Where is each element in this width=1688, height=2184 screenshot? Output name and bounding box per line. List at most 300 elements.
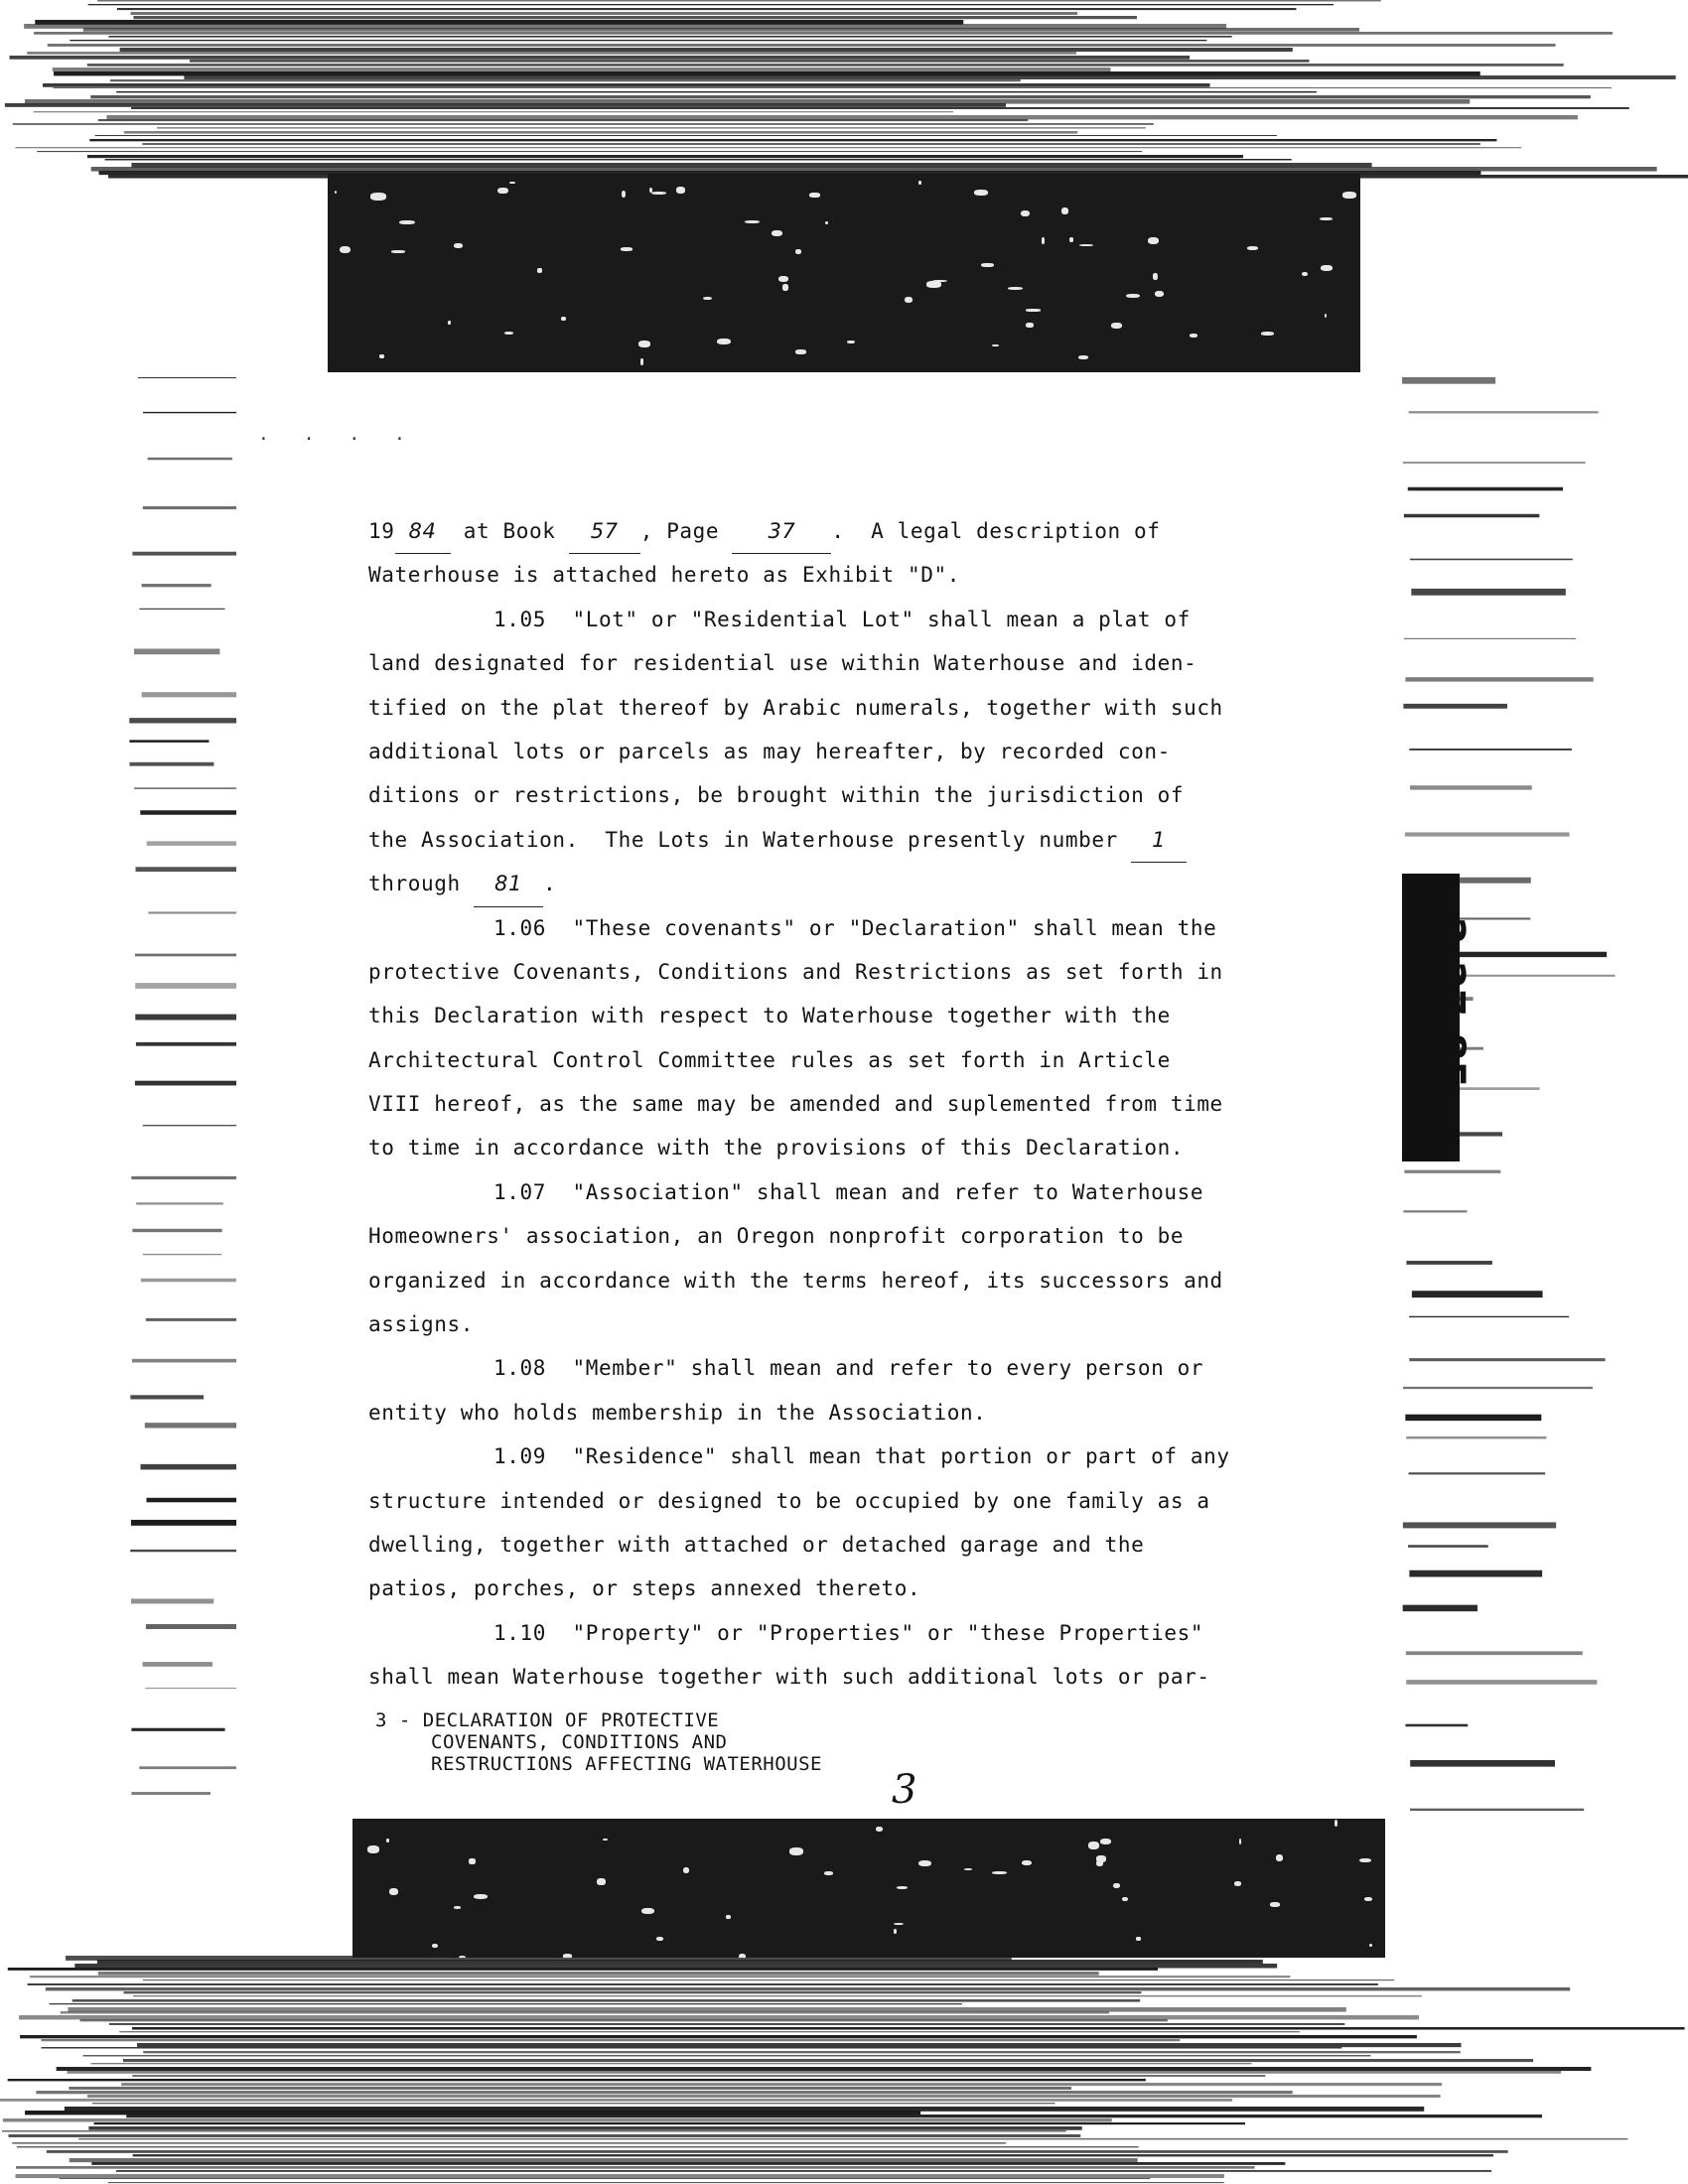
noise-fleck (1042, 237, 1045, 244)
text-line (368, 1655, 1242, 1699)
streak (68, 2007, 1345, 2012)
noise-fleck (1122, 1897, 1128, 1901)
streak (28, 1983, 1378, 1985)
streak (91, 2162, 1285, 2165)
streak (70, 40, 1206, 41)
streak (1412, 1291, 1543, 1297)
noise-fleck (683, 1867, 689, 1873)
streak (1405, 1415, 1541, 1421)
streak (1404, 514, 1539, 517)
streak (19, 2015, 1419, 2019)
streak (1410, 559, 1573, 561)
noise-fleck (1247, 246, 1258, 250)
streak (88, 4, 1334, 5)
text-line (368, 598, 1242, 641)
text-line (368, 862, 1242, 905)
streak (83, 28, 1359, 32)
footer-line-1: 3 - DECLARATION OF PROTECTIVE (375, 1709, 720, 1731)
text-run: 1.06 "These covenants" or "Declaration" shall mean the (493, 915, 1217, 940)
streak (89, 139, 1496, 141)
noise-fleck (597, 1878, 605, 1885)
streak (53, 87, 1612, 88)
text-run: 1.05 "Lot" or "Residential Lot" shall mean a plat of (493, 607, 1191, 631)
noise-fleck (676, 187, 684, 194)
noise-fleck (469, 1858, 475, 1864)
text-run: . (542, 872, 557, 896)
streak (134, 787, 245, 788)
streak (129, 740, 209, 742)
page-footer (375, 1709, 822, 1775)
streak (132, 1229, 221, 1232)
text-line (368, 1259, 1242, 1302)
streak (116, 2170, 1491, 2172)
streak (41, 2039, 1180, 2041)
noise-fleck (726, 1915, 731, 1919)
noise-fleck (809, 193, 819, 198)
filled-blank: 57 (569, 509, 640, 554)
noise-fleck (1270, 1902, 1280, 1907)
streak (17, 2146, 1139, 2147)
noise-fleck (1026, 309, 1041, 311)
streak (126, 2115, 1542, 2117)
streak (27, 52, 1076, 55)
noise-fleck (778, 276, 788, 282)
streak (133, 1995, 1422, 1996)
noise-fleck (1320, 217, 1332, 220)
text-run: shall mean Waterhouse together with such additional lots or par- (368, 1665, 1210, 1690)
noise-fleck (1276, 1854, 1284, 1861)
noise-fleck (1342, 192, 1356, 199)
noise-fleck (459, 1956, 467, 1958)
noise-fleck (974, 190, 988, 196)
noise-fleck (1078, 355, 1088, 359)
text-line (368, 1434, 1242, 1478)
text-run: patios, porches, or steps annexed thereto. (368, 1576, 921, 1601)
streak (120, 48, 1293, 52)
streak (133, 2154, 1493, 2156)
noise-fleck (367, 1845, 379, 1853)
streak (87, 64, 1564, 67)
streak (133, 16, 1137, 19)
noise-fleck (474, 1894, 489, 1899)
noise-fleck (509, 182, 514, 185)
streak (1404, 1170, 1500, 1173)
noise-fleck (640, 358, 643, 365)
streak (1405, 677, 1593, 681)
streak (54, 71, 1480, 75)
text-line (368, 1346, 1242, 1390)
noise-fleck (1359, 1858, 1371, 1863)
streak (46, 1987, 1570, 1990)
noise-fleck (1325, 314, 1327, 318)
streak (60, 2178, 1151, 2179)
noise-fleck (561, 317, 566, 321)
noise-fleck (905, 297, 913, 303)
streak (69, 2087, 1071, 2090)
noise-fleck (651, 192, 666, 195)
streak (72, 1999, 1140, 2002)
text-run: protective Covenants, Conditions and Restrictions as set forth in (368, 959, 1223, 984)
streak (5, 103, 1006, 107)
noise-fleck (497, 188, 507, 195)
noise-fleck (1100, 1839, 1111, 1844)
text-line (368, 1038, 1242, 1082)
noise-fleck (1022, 1860, 1032, 1866)
text-run: 1.07 "Association" shall mean and refer to Waterhouse (493, 1179, 1204, 1204)
noise-fleck (1369, 1944, 1372, 1947)
noise-fleck (1190, 334, 1197, 338)
streak (1410, 785, 1532, 789)
streak (97, 1960, 1263, 1964)
noise-fleck (1302, 272, 1308, 277)
text-line (368, 1567, 1242, 1610)
text-line (368, 773, 1242, 817)
streak (16, 2166, 1254, 2169)
text-run: ditions or restrictions, be brought within the jurisdiction of (368, 783, 1185, 808)
streak (130, 1395, 204, 1399)
noise-fleck (563, 1954, 572, 1958)
noise-fleck (847, 341, 855, 343)
streak (123, 2059, 1533, 2062)
noise-fleck (918, 181, 921, 185)
text-run: Homeowners' association, an Oregon nonprofit corporation to be (368, 1224, 1185, 1249)
streak (139, 609, 224, 610)
streak (97, 0, 1381, 1)
noise-fleck (703, 297, 713, 301)
streak (190, 60, 1309, 63)
streak (9, 2134, 1081, 2137)
streak (1409, 1358, 1605, 1361)
streak (36, 2091, 1292, 2094)
noise-fleck (537, 268, 542, 272)
streak (1403, 1387, 1593, 1389)
noise-fleck (795, 349, 806, 353)
noise-fleck (789, 1847, 803, 1855)
text-line (368, 641, 1242, 685)
streak (25, 2111, 920, 2115)
noise-fleck (1364, 1897, 1372, 1901)
text-run: 1.08 "Member" shall mean and refer to every person or (493, 1356, 1204, 1381)
noise-fleck (926, 281, 941, 287)
streak (12, 2142, 1006, 2144)
streak (132, 2075, 1265, 2077)
noise-fleck (1261, 332, 1273, 336)
streak (1403, 704, 1507, 709)
streak (91, 2063, 1252, 2064)
streak (1403, 1605, 1477, 1612)
footer-line-2: COVENANTS, CONDITIONS AND (431, 1731, 728, 1753)
noise-fleck (1126, 294, 1140, 298)
text-run: Architectural Control Committee rules as set forth in Article (368, 1047, 1171, 1072)
text-line (368, 1611, 1242, 1655)
streak (2, 2130, 1066, 2131)
streak (132, 2027, 1685, 2030)
streak (1406, 1261, 1492, 1265)
text-run: this Declaration with respect to Waterhouse together with the (368, 1004, 1171, 1028)
streak (1406, 1651, 1583, 1655)
streak (3, 2118, 1112, 2121)
streak (67, 2071, 1561, 2074)
handwritten-page-number: 3 (892, 1767, 917, 1813)
text-run: organized in accordance with the terms hereof, its successors and (368, 1268, 1223, 1293)
streak (105, 159, 1292, 160)
text-run: . A legal description of (831, 519, 1161, 543)
noise-fleck (918, 1860, 931, 1867)
noise-fleck (454, 1906, 461, 1909)
document-page (236, 372, 1396, 1813)
streak (43, 83, 1209, 87)
streak (1403, 462, 1586, 463)
streak (88, 2126, 1081, 2130)
noise-fleck (1239, 1839, 1241, 1845)
noise-fleck (340, 246, 351, 254)
noise-fleck (1148, 237, 1159, 244)
text-run: at Book (450, 519, 569, 543)
streak (131, 1176, 242, 1179)
noise-fleck (335, 191, 338, 194)
noise-fleck (386, 1839, 390, 1842)
noise-fleck (1061, 207, 1068, 214)
streak (134, 648, 219, 654)
declaration-body-text (368, 509, 1242, 1700)
streak (53, 68, 1111, 71)
streak (1405, 1724, 1468, 1727)
text-run: 1.10 "Property" or "Properties" or "these Properties" (493, 1620, 1204, 1645)
text-line (368, 1479, 1242, 1523)
noise-fleck (1155, 291, 1164, 297)
streak (1408, 487, 1563, 491)
text-run: VIII hereof, as the same may be amended and suplemented from time (368, 1092, 1223, 1117)
streak (80, 2019, 1168, 2021)
text-line (368, 906, 1242, 950)
streak (143, 1662, 212, 1667)
streak (13, 123, 1154, 125)
noise-fleck (432, 1944, 438, 1949)
noise-fleck (1136, 1937, 1140, 1941)
noise-fleck (389, 1888, 398, 1895)
streak (109, 2023, 1344, 2025)
text-run: additional lots or parcels as may hereafter, by recorded con- (368, 739, 1171, 763)
noise-fleck (448, 321, 451, 325)
text-run: through (368, 872, 474, 896)
streak (61, 2011, 1109, 2014)
streak (1409, 411, 1599, 413)
streak (92, 2103, 1055, 2104)
noise-fleck (641, 1908, 654, 1914)
streak (87, 2095, 1441, 2098)
streak (98, 119, 1028, 121)
noise-fleck (1026, 323, 1034, 327)
streak (110, 79, 1021, 81)
streak (143, 1979, 1394, 1980)
streak (141, 1279, 236, 1283)
streak (119, 2031, 1299, 2032)
noise-fleck (504, 332, 513, 335)
noise-fleck (1079, 244, 1093, 246)
streak (1409, 1570, 1542, 1577)
streak (1410, 1760, 1555, 1767)
bottom-scan-noise-block (352, 1819, 1385, 1958)
streak (1409, 749, 1572, 751)
streak (142, 692, 245, 697)
noise-fleck (1234, 1881, 1241, 1886)
streak (116, 91, 1317, 92)
streak (137, 2043, 1461, 2047)
noise-fleck (897, 1886, 909, 1889)
streak (106, 115, 1578, 119)
text-run: entity who holds membership in the Association. (368, 1400, 987, 1425)
streak (117, 8, 1297, 10)
streak (10, 56, 1191, 60)
noise-fleck (1113, 1883, 1120, 1888)
streak (142, 143, 1479, 145)
text-run: structure intended or designed to be occupied by one family as a (368, 1488, 1210, 1513)
streak (1408, 1545, 1488, 1548)
streak (1405, 832, 1570, 836)
text-run: to time in accordance with the provisions of this Declaration. (368, 1136, 1185, 1160)
streak (37, 151, 1142, 152)
streak (124, 1991, 1142, 1993)
streak (91, 167, 1657, 172)
noise-fleck (622, 191, 626, 198)
streak (20, 2035, 1417, 2038)
top-scan-noise-block (328, 174, 1360, 372)
noise-fleck (876, 1827, 883, 1832)
streak (94, 2122, 1245, 2124)
streak (25, 99, 1470, 104)
streak (82, 2055, 1370, 2056)
text-line (368, 1302, 1242, 1346)
text-line (368, 730, 1242, 773)
text-line (368, 1391, 1242, 1434)
text-line (368, 1082, 1242, 1126)
footer-line-3: RESTRUCTIONS AFFECTING WATERHOUSE (431, 1753, 822, 1775)
noise-fleck (992, 344, 998, 347)
streak (143, 2051, 1460, 2053)
noise-fleck (782, 284, 788, 291)
noise-fleck (638, 341, 651, 347)
text-run: the Association. The Lots in Waterhouse presently number (368, 827, 1132, 852)
noise-fleck (1021, 210, 1030, 217)
noise-fleck (717, 339, 731, 344)
text-run: 1.09 "Residence" shall mean that portion or part of any (493, 1444, 1230, 1469)
noise-fleck (795, 249, 801, 254)
streak (41, 2047, 1341, 2049)
streak (8, 2079, 1146, 2081)
streak (30, 1976, 1290, 1978)
noise-fleck (1008, 287, 1023, 290)
noise-fleck (964, 1868, 972, 1870)
streak (1409, 1316, 1569, 1317)
side-stamp-date: 2-27-85 (1427, 916, 1473, 1089)
text-line (368, 686, 1242, 730)
text-line (368, 818, 1242, 862)
streak (1406, 1680, 1597, 1685)
noise-fleck (981, 263, 993, 267)
streak (136, 867, 251, 872)
streak (108, 2182, 1224, 2183)
noise-fleck (1335, 1820, 1337, 1827)
text-line (368, 509, 1242, 553)
streak (1411, 589, 1566, 596)
streak (131, 1792, 211, 1795)
text-line (368, 950, 1242, 994)
noise-fleck (1153, 273, 1158, 279)
filled-blank: 37 (732, 509, 831, 554)
noise-fleck (1088, 1842, 1099, 1849)
text-line (368, 1214, 1242, 1258)
text-run: 19 (368, 519, 395, 543)
streak (57, 2067, 1592, 2071)
streak (47, 2150, 1508, 2153)
text-line (368, 1170, 1242, 1214)
filled-blank: 1 (1131, 818, 1187, 863)
streak (131, 107, 1629, 109)
scan-marks: . . . . (258, 424, 417, 445)
streak (0, 2099, 1232, 2102)
noise-fleck (454, 243, 463, 248)
noise-fleck (603, 1839, 608, 1841)
streak (1410, 1809, 1584, 1811)
streak (90, 95, 1591, 98)
noise-fleck (370, 193, 386, 200)
noise-fleck (656, 1937, 662, 1941)
noise-fleck (621, 247, 633, 251)
streak (184, 75, 1675, 79)
text-run: dwelling, together with attached or detached garage and the (368, 1532, 1145, 1557)
noise-fleck (739, 1954, 746, 1958)
streak (1403, 1522, 1556, 1528)
streak (129, 762, 213, 766)
text-run: tified on the plat thereof by Arabic numerals, together with such (368, 695, 1223, 720)
streak (1403, 1210, 1467, 1212)
text-run: Waterhouse is attached hereto as Exhibit "D". (368, 563, 960, 588)
streak (8, 1968, 1158, 1971)
streak (124, 131, 1077, 134)
text-line (368, 994, 1242, 1037)
noise-fleck (379, 354, 384, 357)
streak (48, 44, 1556, 47)
streak (148, 458, 232, 461)
streak (143, 1254, 221, 1255)
text-run: , Page (639, 519, 733, 543)
noise-fleck (745, 220, 760, 223)
noise-fleck (1111, 323, 1121, 329)
streak (70, 2158, 1138, 2162)
noise-fleck (1321, 265, 1332, 271)
streak (1409, 1472, 1546, 1474)
streak (34, 32, 1613, 35)
streak (1402, 377, 1495, 384)
streak (157, 127, 1146, 129)
noise-fleck (894, 1923, 904, 1925)
streak (130, 12, 1077, 15)
streak (131, 1598, 213, 1603)
noise-fleck (824, 1871, 833, 1875)
streak (95, 135, 1277, 136)
text-run: land designated for residential use within Waterhouse and iden- (368, 651, 1197, 676)
streak (87, 155, 1243, 158)
streak (15, 147, 1521, 148)
streak (78, 2138, 1627, 2139)
noise-fleck (772, 230, 782, 236)
noise-fleck (992, 1871, 1006, 1874)
streak (136, 1202, 223, 1204)
streak (108, 36, 1231, 38)
noise-fleck (825, 221, 829, 223)
text-line (368, 1126, 1242, 1169)
streak (34, 111, 953, 112)
